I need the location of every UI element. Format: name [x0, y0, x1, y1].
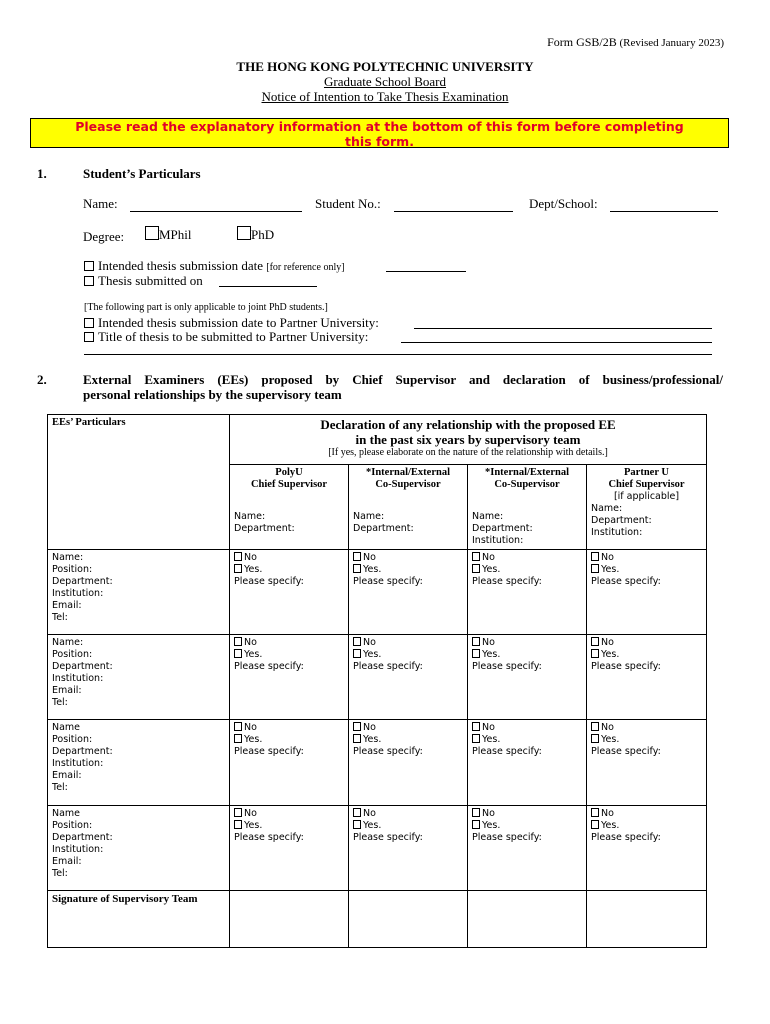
yes-checkbox[interactable]	[472, 820, 480, 829]
no-checkbox[interactable]	[234, 637, 242, 646]
no-label: No	[482, 722, 495, 733]
yes-label: Yes.	[363, 734, 382, 745]
no-option	[591, 722, 702, 734]
specify-label: Please specify:	[353, 576, 423, 587]
mphil-label: MPhil	[159, 227, 192, 242]
no-label: No	[482, 808, 495, 819]
no-checkbox[interactable]	[353, 552, 361, 561]
col-title-1: PolyU	[275, 467, 303, 478]
notice-title: Notice of Intention to Take Thesis Examination	[261, 89, 509, 104]
yes-option	[234, 820, 344, 832]
ee-particulars-title: EEs’ Particulars	[52, 417, 126, 428]
no-option	[472, 808, 582, 820]
ee-tel-label: Tel:	[52, 612, 68, 623]
declaration-cell[interactable]	[349, 635, 468, 720]
ee-department-label: Department:	[52, 661, 113, 672]
yes-label: Yes.	[482, 820, 501, 831]
no-checkbox[interactable]	[472, 637, 480, 646]
submitted-field[interactable]	[219, 273, 317, 287]
ee-tel-label: Tel:	[52, 868, 68, 879]
yes-checkbox[interactable]	[472, 649, 480, 658]
no-label: No	[363, 552, 376, 563]
form-revision: (Revised January 2023)	[619, 37, 724, 49]
specify-label: Please specify:	[234, 576, 304, 587]
yes-label: Yes.	[244, 564, 263, 575]
submitted-label: Thesis submitted on	[98, 273, 203, 288]
yes-option	[472, 820, 582, 832]
board-title: Graduate School Board	[323, 74, 447, 89]
specify-label: Please specify:	[472, 746, 542, 757]
col-title-1: Partner U	[624, 467, 670, 478]
col-institution-label: Institution:	[591, 527, 643, 538]
yes-option	[234, 649, 344, 661]
ee-email-label: Email:	[52, 770, 82, 781]
declaration-cell[interactable]	[230, 806, 349, 891]
yes-checkbox[interactable]	[591, 649, 599, 658]
declaration-cell[interactable]	[587, 720, 707, 806]
col-title-2: Co-Supervisor	[375, 479, 441, 490]
declaration-cell[interactable]	[230, 635, 349, 720]
yes-label: Yes.	[363, 649, 382, 660]
ee-name-label: Name	[52, 722, 81, 733]
no-label: No	[363, 637, 376, 648]
no-option	[472, 552, 582, 564]
section-2-number: 2.	[37, 372, 47, 387]
declaration-line-2: in the past six years by supervisory team	[355, 432, 581, 447]
no-checkbox[interactable]	[353, 637, 361, 646]
specify-label: Please specify:	[234, 746, 304, 757]
declaration-cell[interactable]	[468, 550, 587, 635]
yes-checkbox[interactable]	[353, 820, 361, 829]
no-checkbox[interactable]	[472, 808, 480, 817]
ee-name-label: Name:	[52, 552, 84, 563]
yes-label: Yes.	[601, 564, 620, 575]
signature-cell[interactable]	[587, 891, 707, 948]
col-name-label: Name:	[353, 511, 385, 522]
yes-label: Yes.	[363, 820, 382, 831]
yes-option	[591, 820, 702, 832]
col-title-1: *Internal/External	[366, 467, 450, 478]
yes-checkbox[interactable]	[353, 564, 361, 573]
degree-phd-option[interactable]	[237, 226, 274, 243]
col-name-label: Name:	[234, 511, 266, 522]
supervisor-col-header	[230, 465, 349, 550]
ee-particulars-cell[interactable]	[48, 806, 230, 891]
form-code-text: Form GSB/2B	[547, 35, 617, 49]
yes-label: Yes.	[244, 734, 263, 745]
declaration-cell[interactable]	[349, 550, 468, 635]
no-label: No	[244, 637, 257, 648]
no-option	[591, 637, 702, 649]
declaration-cell[interactable]	[349, 720, 468, 806]
signature-cell[interactable]	[468, 891, 587, 948]
university-title: THE HONG KONG POLYTECHNIC UNIVERSITY	[236, 59, 534, 74]
col-title-1: *Internal/External	[485, 467, 569, 478]
yes-checkbox[interactable]	[472, 564, 480, 573]
no-option	[353, 552, 463, 564]
partner-supervisor-col-header	[587, 465, 707, 550]
ee-position-label: Position:	[52, 564, 93, 575]
no-checkbox[interactable]	[591, 637, 599, 646]
section-2-title-line-1: External Examiners (EEs) proposed by Chief Supervisor and declaration of business/professional/	[83, 372, 723, 387]
partner-date-label: Intended thesis submission date to Partner University:	[98, 315, 379, 330]
yes-label: Yes.	[482, 734, 501, 745]
signature-label-cell	[48, 891, 230, 948]
yes-option	[591, 734, 702, 746]
declaration-cell[interactable]	[468, 806, 587, 891]
yes-label: Yes.	[482, 564, 501, 575]
yes-checkbox[interactable]	[591, 734, 599, 743]
no-checkbox[interactable]	[234, 552, 242, 561]
yes-option	[353, 649, 463, 661]
declaration-cell[interactable]	[230, 720, 349, 806]
mphil-checkbox[interactable]	[145, 226, 159, 240]
yes-option	[472, 564, 582, 576]
yes-checkbox[interactable]	[472, 734, 480, 743]
ee-position-label: Position:	[52, 820, 93, 831]
dept-field[interactable]	[610, 197, 718, 212]
ee-row	[48, 806, 707, 891]
no-option	[234, 637, 344, 649]
partner-title-field[interactable]	[401, 329, 712, 343]
no-label: No	[244, 552, 257, 563]
specify-label: Please specify:	[353, 832, 423, 843]
section-2-title	[83, 372, 723, 402]
banner-line-1: Please read the explanatory information at the bottom of this form before completing	[75, 119, 684, 134]
ee-row	[48, 635, 707, 720]
specify-label: Please specify:	[591, 832, 661, 843]
section-2-title-line-2: personal relationships by the supervisory team	[83, 387, 342, 402]
student-no-field[interactable]	[394, 197, 513, 212]
phd-label: PhD	[251, 227, 275, 242]
no-checkbox[interactable]	[353, 722, 361, 731]
partner-title-field-line-2[interactable]	[84, 354, 712, 355]
ee-row	[48, 720, 707, 806]
no-label: No	[363, 722, 376, 733]
ee-particulars-cell[interactable]	[48, 720, 230, 806]
col-dept-label: Department:	[472, 523, 533, 534]
no-option	[234, 552, 344, 564]
specify-label: Please specify:	[353, 746, 423, 757]
no-label: No	[601, 552, 614, 563]
declaration-cell[interactable]	[468, 720, 587, 806]
no-option	[591, 552, 702, 564]
no-checkbox[interactable]	[234, 808, 242, 817]
declaration-cell[interactable]	[587, 635, 707, 720]
no-label: No	[244, 808, 257, 819]
yes-checkbox[interactable]	[234, 564, 242, 573]
yes-label: Yes.	[363, 564, 382, 575]
no-option	[234, 808, 344, 820]
yes-option	[591, 564, 702, 576]
joint-phd-note: [The following part is only applicable to joint PhD students.]	[84, 302, 328, 313]
yes-option	[472, 734, 582, 746]
signature-cell[interactable]	[230, 891, 349, 948]
form-code	[547, 35, 724, 50]
no-label: No	[601, 637, 614, 648]
name-label: Name:	[83, 196, 118, 211]
signature-row	[48, 891, 707, 948]
ee-department-label: Department:	[52, 746, 113, 757]
specify-label: Please specify:	[472, 576, 542, 587]
no-label: No	[244, 722, 257, 733]
yes-option	[353, 820, 463, 832]
yes-label: Yes.	[601, 734, 620, 745]
no-option	[234, 722, 344, 734]
specify-label: Please specify:	[472, 661, 542, 672]
intended-date-label: Intended thesis submission date	[98, 258, 264, 273]
no-option	[591, 808, 702, 820]
yes-checkbox[interactable]	[591, 564, 599, 573]
no-checkbox[interactable]	[591, 552, 599, 561]
intended-date-row	[84, 258, 345, 274]
no-label: No	[482, 552, 495, 563]
name-field[interactable]	[130, 197, 302, 212]
no-option	[472, 637, 582, 649]
specify-label: Please specify:	[591, 661, 661, 672]
yes-label: Yes.	[601, 820, 620, 831]
no-checkbox[interactable]	[234, 722, 242, 731]
ee-email-label: Email:	[52, 685, 82, 696]
no-checkbox[interactable]	[591, 808, 599, 817]
yes-checkbox[interactable]	[353, 734, 361, 743]
degree-label: Degree:	[83, 229, 125, 244]
ee-email-label: Email:	[52, 600, 82, 611]
cosupervisor-2-col-header	[468, 465, 587, 550]
yes-option	[353, 734, 463, 746]
ee-table	[47, 414, 707, 948]
no-label: No	[363, 808, 376, 819]
yes-label: Yes.	[482, 649, 501, 660]
banner-line-2: this form.	[345, 134, 414, 149]
no-label: No	[482, 637, 495, 648]
declaration-cell[interactable]	[587, 550, 707, 635]
ee-department-label: Department:	[52, 576, 113, 587]
ee-name-label: Name	[52, 808, 81, 819]
no-checkbox[interactable]	[591, 722, 599, 731]
ee-position-label: Position:	[52, 649, 93, 660]
declaration-cell[interactable]	[587, 806, 707, 891]
intended-date-note: [for reference only]	[266, 262, 345, 273]
ee-institution-label: Institution:	[52, 844, 104, 855]
partner-date-checkbox[interactable]	[84, 318, 94, 328]
ee-tel-label: Tel:	[52, 697, 68, 708]
col-dept-label: Department:	[353, 523, 414, 534]
partner-date-field[interactable]	[414, 315, 712, 329]
ee-name-label: Name:	[52, 637, 84, 648]
no-option	[353, 637, 463, 649]
col-title-2: Co-Supervisor	[494, 479, 560, 490]
col-title-2: Chief Supervisor	[608, 479, 685, 490]
yes-checkbox[interactable]	[234, 820, 242, 829]
ee-particulars-cell[interactable]	[48, 635, 230, 720]
specify-label: Please specify:	[591, 746, 661, 757]
dept-label: Dept/School:	[529, 196, 598, 211]
ee-institution-label: Institution:	[52, 673, 104, 684]
yes-option	[234, 734, 344, 746]
ee-institution-label: Institution:	[52, 758, 104, 769]
no-checkbox[interactable]	[353, 808, 361, 817]
ee-email-label: Email:	[52, 856, 82, 867]
instruction-banner	[30, 118, 729, 148]
submitted-row	[84, 273, 203, 289]
specify-label: Please specify:	[591, 576, 661, 587]
yes-checkbox[interactable]	[353, 649, 361, 658]
yes-checkbox[interactable]	[234, 649, 242, 658]
phd-checkbox[interactable]	[237, 226, 251, 240]
specify-label: Please specify:	[234, 661, 304, 672]
yes-option	[353, 564, 463, 576]
specify-label: Please specify:	[353, 661, 423, 672]
signature-cell[interactable]	[349, 891, 468, 948]
declaration-line-1: Declaration of any relationship with the proposed EE	[320, 417, 616, 432]
col-name-label: Name:	[472, 511, 504, 522]
declaration-cell[interactable]	[349, 806, 468, 891]
ee-tel-label: Tel:	[52, 782, 68, 793]
degree-mphil-option[interactable]	[145, 226, 192, 243]
col-dept-label: Department:	[591, 515, 652, 526]
section-1-title: Student’s Particulars	[83, 166, 201, 181]
submitted-checkbox[interactable]	[84, 276, 94, 286]
yes-label: Yes.	[601, 649, 620, 660]
col-name-label: Name:	[591, 503, 623, 514]
intended-date-field[interactable]	[386, 258, 466, 272]
section-1-number: 1.	[37, 166, 47, 181]
no-option	[353, 808, 463, 820]
ee-row	[48, 550, 707, 635]
ee-particulars-header	[48, 415, 230, 550]
partner-title-label: Title of thesis to be submitted to Partner University:	[98, 329, 369, 344]
specify-label: Please specify:	[234, 832, 304, 843]
ee-particulars-cell[interactable]	[48, 550, 230, 635]
yes-checkbox[interactable]	[234, 734, 242, 743]
declaration-note: [If yes, please elaborate on the nature of the relationship with details.]	[328, 447, 608, 458]
no-label: No	[601, 722, 614, 733]
no-checkbox[interactable]	[472, 722, 480, 731]
no-option	[472, 722, 582, 734]
declaration-header	[230, 415, 707, 465]
yes-option	[234, 564, 344, 576]
partner-title-checkbox[interactable]	[84, 332, 94, 342]
student-no-label: Student No.:	[315, 196, 381, 211]
cosupervisor-1-col-header	[349, 465, 468, 550]
no-option	[353, 722, 463, 734]
yes-option	[472, 649, 582, 661]
declaration-cell[interactable]	[230, 550, 349, 635]
no-checkbox[interactable]	[472, 552, 480, 561]
partner-title-row	[84, 329, 368, 345]
col-extra: [if applicable]	[613, 491, 680, 502]
declaration-cell[interactable]	[468, 635, 587, 720]
ee-position-label: Position:	[52, 734, 93, 745]
col-dept-label: Department:	[234, 523, 295, 534]
yes-label: Yes.	[244, 649, 263, 660]
no-label: No	[601, 808, 614, 819]
yes-option	[591, 649, 702, 661]
yes-label: Yes.	[244, 820, 263, 831]
yes-checkbox[interactable]	[591, 820, 599, 829]
col-title-2: Chief Supervisor	[250, 479, 328, 490]
ee-institution-label: Institution:	[52, 588, 104, 599]
intended-date-checkbox[interactable]	[84, 261, 94, 271]
signature-label: Signature of Supervisory Team	[52, 893, 198, 905]
col-institution-label: Institution:	[472, 535, 524, 546]
ee-department-label: Department:	[52, 832, 113, 843]
specify-label: Please specify:	[472, 832, 542, 843]
